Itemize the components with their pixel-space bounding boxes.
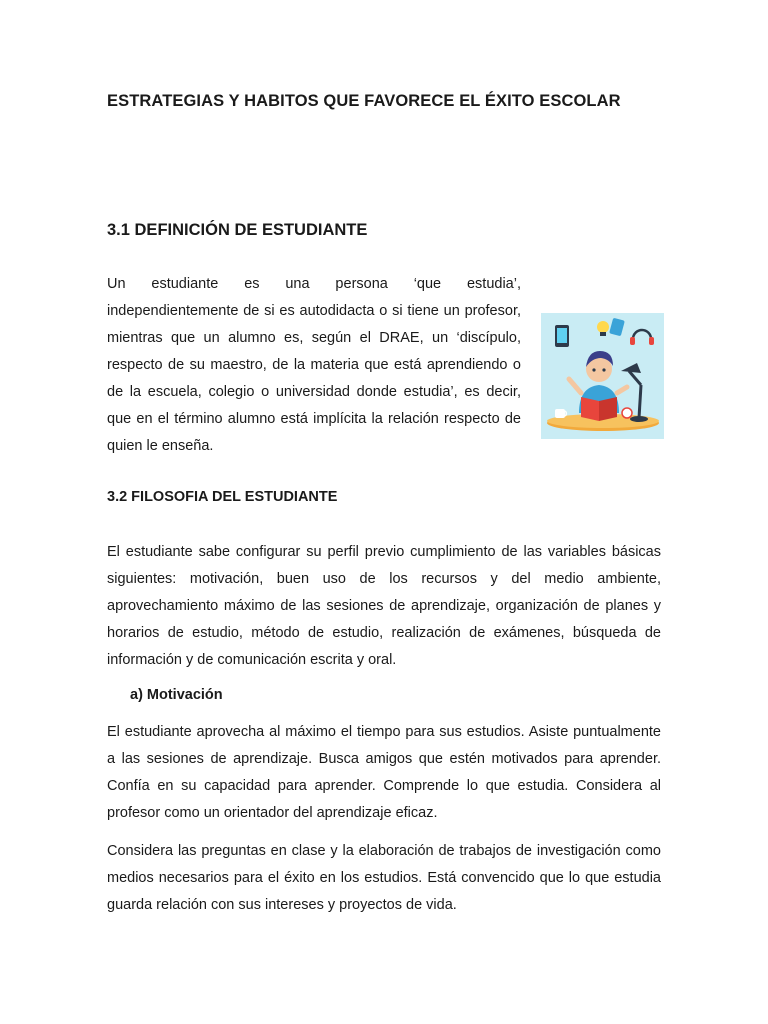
student-studying-illustration (541, 313, 664, 439)
section-heading-definicion: 3.1 DEFINICIÓN DE ESTUDIANTE (107, 221, 368, 239)
paragraph-definicion-text: Un estudiante es una persona ‘que estudia’, independientemente de si es autodidacta o si tiene un profesor, mientras que un alumno es, según el DRAE, un ‘discípulo, respecto de su maestro, de la materia que está aprendiendo o de la escuela, colegio o universidad donde estudia’, es decir, que en el término alumno está implícita la relación respecto de quien le enseña. (107, 276, 521, 454)
section-heading-filosofia: 3.2 FILOSOFIA DEL ESTUDIANTE (107, 489, 338, 505)
paragraph-motivacion-2: Considera las preguntas en clase y la elaboración de trabajos de investigación como medios necesarios para el éxito en los estudios. Está convencido que lo que estudia guarda relación con sus intereses y proyectos de vida. (107, 843, 661, 913)
paragraph-motivacion-1: El estudiante aprovecha al máximo el tiempo para sus estudios. Asiste puntualmente a las sesiones de aprendizaje. Busca amigos que estén motivados para aprender. Confía en su capacidad para aprender. Comprende lo que estudia. Considera al profesor como un orientador del aprendizaje eficaz. (107, 724, 661, 821)
subheading-motivacion: a) Motivación (130, 687, 223, 703)
student-illustration-icon (541, 313, 664, 439)
document-title: ESTRATEGIAS Y HABITOS QUE FAVORECE EL ÉXITO ESCOLAR (107, 92, 621, 110)
paragraph-filosofia: El estudiante sabe configurar su perfil previo cumplimiento de las variables básicas siguientes: motivación, buen uso de los recursos y del medio ambiente, aprovechamiento máximo de las sesiones de aprendizaje, organización de planes y horarios de estudio, método de estudio, realización de exámenes, búsqueda de información y de comunicación escrita y oral. (107, 544, 661, 668)
